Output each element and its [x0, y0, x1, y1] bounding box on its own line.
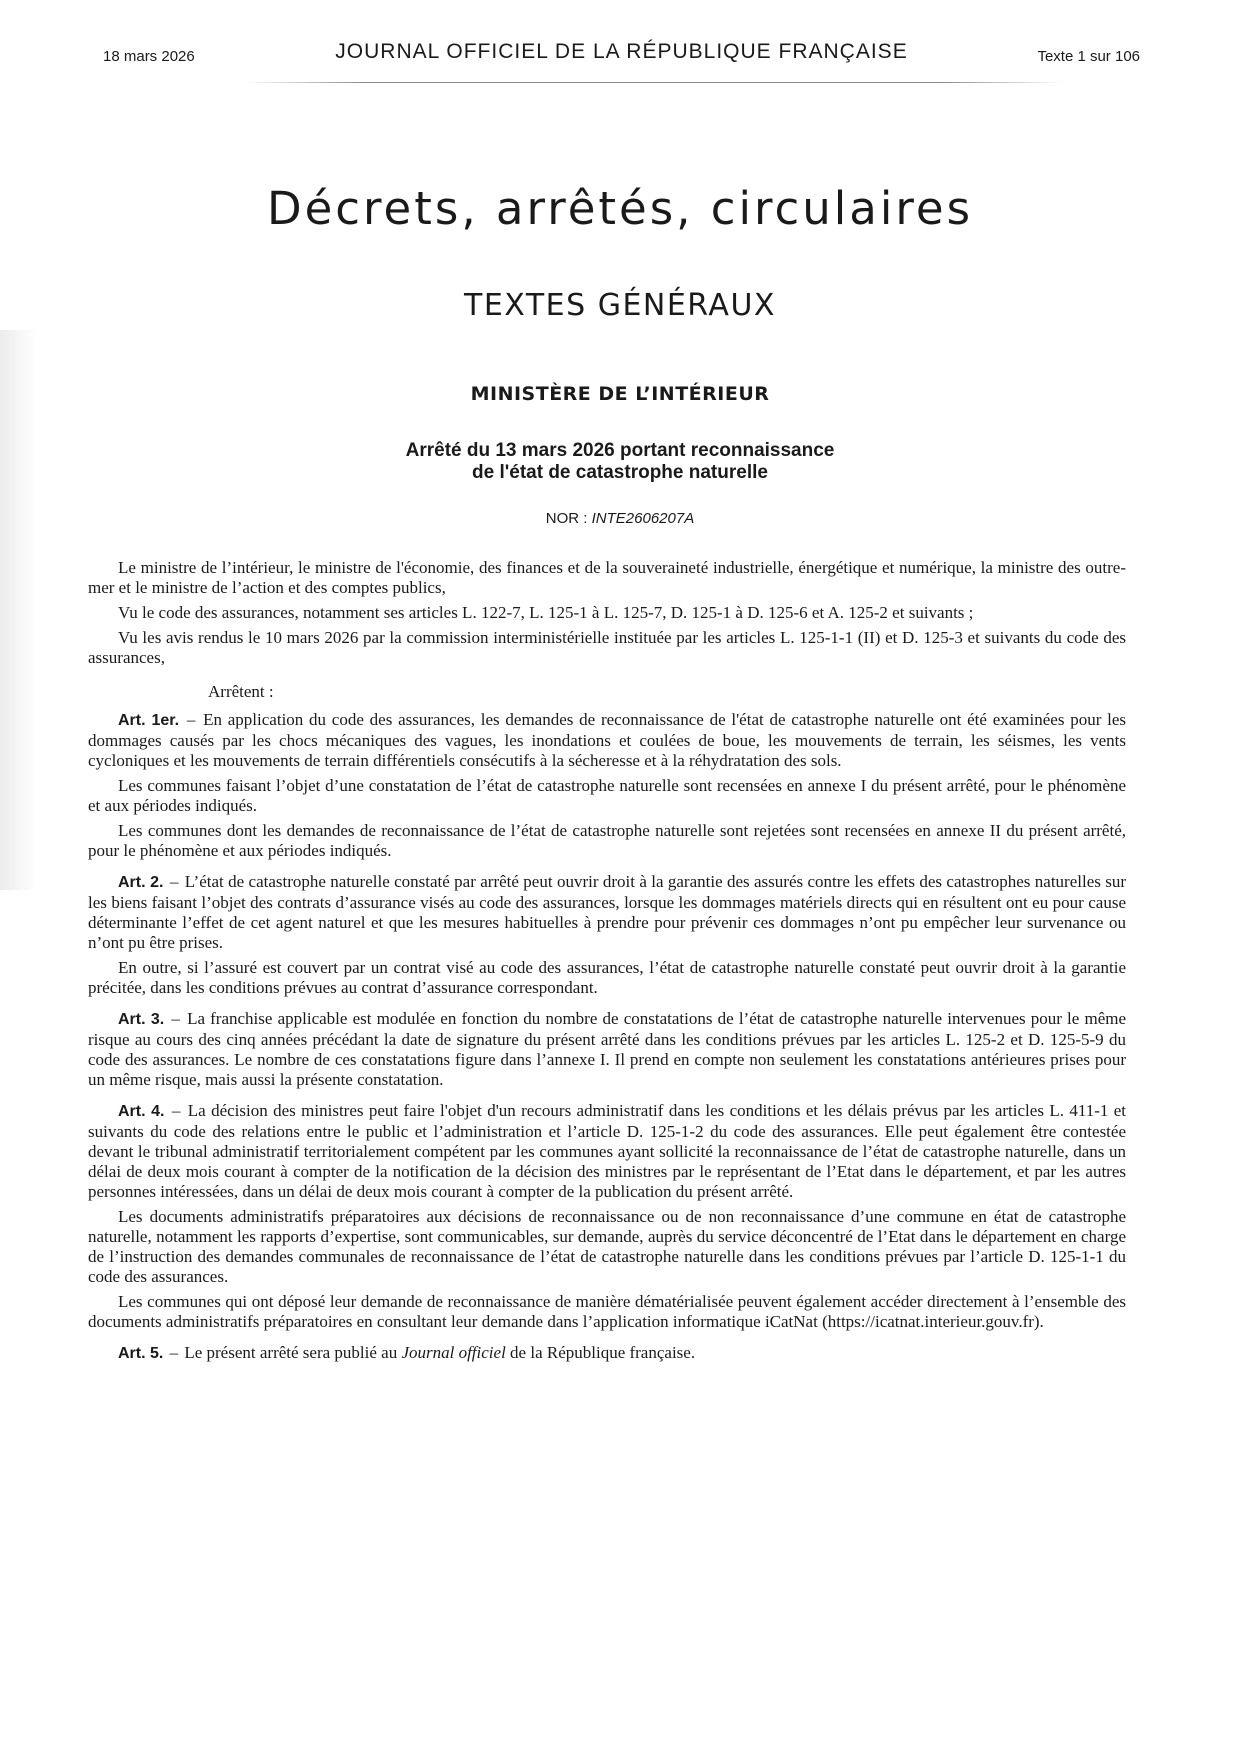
article-5-text-before: Le présent arrêté sera publié au: [184, 1343, 402, 1362]
nor-label: NOR :: [545, 510, 592, 527]
arrete-title-line2: de l'état de catastrophe naturelle: [472, 462, 768, 483]
article-1-p1: [88, 710, 1126, 771]
article-5-label: Art. 5.: [118, 1345, 164, 1362]
scan-shadow: [0, 330, 38, 890]
article-2-text: L’état de catastrophe naturelle constaté par arrêté peut ouvrir droit à la garantie des assurés contre les effets des catastrophes naturelles sur les biens faisant l’objet des contrats d’assurance visés au code des assurances, lorsque les dommages matériels directs qui en résultent ont eu pour cause déterminante l’effet de cet agent naturel et que les mesures habituelles à prendre pour prévenir ces dommages n’ont pu empêcher leur survenance ou n’ont pu être prises.: [88, 872, 1127, 952]
article-1-p3: Les communes dont les demandes de reconnaissance de l’état de catastrophe naturelle sont rejetées sont recensées en annexe II du présent arrêté, pour le phénomène et aux périodes indiqués.: [88, 821, 1126, 860]
article-1-dash: –: [186, 710, 196, 729]
section-title: TEXTES GÉNÉRAUX: [464, 288, 776, 323]
article-2-p2: En outre, si l’assuré est couvert par un contrat visé au code des assurances, l’état de catastrophe naturelle constaté peut ouvrir droit à la garantie précitée, dans les conditions prévues au contrat d’assurance correspondant.: [88, 958, 1126, 997]
arrete-title: [0, 440, 1240, 484]
article-5-dash: –: [169, 1343, 179, 1362]
main-title: Décrets, arrêtés, circulaires: [266, 182, 974, 235]
preamble-ministers: Le ministre de l’intérieur, le ministre de l'économie, des finances et de la souveraineté industrielle, énergétique et numérique, la ministre des outre-mer et le ministre de l’action et des comptes publics,: [88, 558, 1126, 597]
article-3-dash: –: [171, 1009, 180, 1028]
preamble-vu-code: Vu le code des assurances, notamment ses articles L. 122-7, L. 125-1 à L. 125-7, D. 125-1 à D. 125-6 et A. 125-2 et suivants ;: [118, 603, 974, 622]
article-1-label: Art. 1er.: [118, 712, 180, 729]
article-1-text: En application du code des assurances, les demandes de reconnaissance de l'état de catastrophe naturelle ont été examinées pour les dommages causés par les chocs mécaniques des vagues, les inondations et coulées de boue, les mouvements de terrain, les séismes, les vents cycloniques et les mouvements de terrain différentiels consécutifs à la sécheresse et à la réhydratation des sols.: [88, 710, 1127, 770]
arrete-title-line1: Arrêté du 13 mars 2026 portant reconnaissance: [405, 440, 835, 461]
article-5-p1: [88, 1343, 1126, 1364]
article-4-p2: Les documents administratifs préparatoires aux décisions de reconnaissance ou de non reconnaissance d’une commune en état de catastrophe naturelle, notamment les rapports d’expertise, sont communicables, sur demande, auprès du service déconcentré de l’Etat dans le département en charge de l’instruction des demandes communales de reconnaissance de l’état de catastrophe naturelle dans les conditions prévues par l’article D. 125-1-1 du code des assurances.: [88, 1207, 1126, 1286]
header-text-count: Texte 1 sur 106: [1037, 48, 1140, 65]
article-5-journal: Journal officiel: [401, 1343, 506, 1362]
article-2-p1: [88, 872, 1126, 953]
article-3-text: La franchise applicable est modulée en fonction du nombre de constatations de l’état de catastrophe naturelle intervenues pour le même risque au cours des cinq années précédant la date de signature du présent arrêté dans les conditions prévues par les articles L. 125-2 et D. 125-5-9 du code des assurances. Le nombre de ces constatations figure dans l’annexe I. Il prend en compte non seulement les constatations antérieures prises pour un même risque, mais aussi la présente constatation.: [88, 1009, 1127, 1089]
article-2-dash: –: [169, 872, 179, 891]
article-1-p2: Les communes faisant l’objet d’une constatation de l’état de catastrophe naturelle sont recensées en annexe I du présent arrêté, pour le phénomène et aux périodes indiqués.: [88, 776, 1126, 815]
nor-code: INTE2606207A: [591, 510, 695, 527]
article-4-p1: [88, 1101, 1126, 1202]
arretent: Arrêtent :: [208, 682, 274, 701]
article-4-p3: Les communes qui ont déposé leur demande de reconnaissance de manière dématérialisée peuvent également accéder directement à l’ensemble des documents administratifs préparatoires en consultant leur demande dans l’application informatique iCatNat (https://icatnat.interieur.gouv.fr).: [88, 1292, 1126, 1331]
preamble-vu-avis: Vu les avis rendus le 10 mars 2026 par la commission interministérielle instituée par les articles L. 125-1-1 (II) et D. 125-3 et suivants du code des assurances,: [88, 628, 1126, 667]
article-3-p1: [88, 1009, 1126, 1090]
article-5-text-after: de la République française.: [505, 1343, 696, 1362]
article-4-dash: –: [171, 1101, 181, 1120]
header-date: 18 mars 2026: [103, 48, 195, 65]
nor-reference: [0, 510, 1240, 527]
article-4-text: La décision des ministres peut faire l'objet d'un recours administratif dans les conditions et les délais prévus par les articles L. 411-1 et suivants du code des relations entre le public et l’administration et l’article D. 125-1-2 du code des assurances. Elle peut également être contestée devant le tribunal administratif territorialement compétent par les communes ayant sollicité la reconnaissance de l’état de catastrophe naturelle, dans un délai de deux mois courant à compter de la notification de la décision des ministres par le représentant de l’Etat dans le département, et par les autres personnes intéressées, dans un délai de deux mois courant à compter de la publication du présent arrêté.: [88, 1101, 1127, 1201]
header-journal-title: JOURNAL OFFICIEL DE LA RÉPUBLIQUE FRANÇAISE: [335, 40, 908, 63]
ministry-name: MINISTÈRE DE L’INTÉRIEUR: [470, 383, 770, 405]
header-rule: [243, 82, 1063, 83]
article-2-label: Art. 2.: [118, 874, 164, 891]
article-3-label: Art. 3.: [118, 1011, 165, 1028]
article-4-label: Art. 4.: [118, 1103, 165, 1120]
document-body: [88, 558, 1126, 1369]
